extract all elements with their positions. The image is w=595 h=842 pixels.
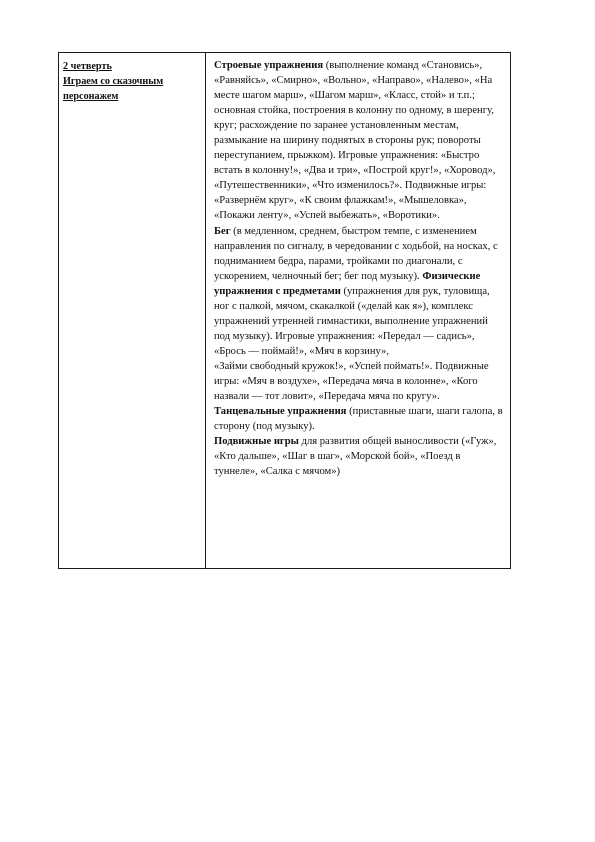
dance-exercises-title: Танцевальные упражнения (214, 406, 347, 418)
running-paragraph (214, 224, 504, 359)
lesson-plan-table (58, 52, 511, 569)
drill-exercises-title: Строевые упражнения (214, 60, 324, 71)
drill-exercises-text: (выполнение команд «Становись», «Равняйсь», «Смирно», «Вольно», «Направо», «Налево», «На месте шагом марш», «Шагом марш», «Класс, стой» и т.п.; основная стойка, построения в колонну по одному, в шеренгу, круг; расхождение по заранее установленным местам, размыкание на ширину поднятых в стороны рук; повороты переступанием, прыжком). Игровые упражнения: «Быстро встать в колонну!», «Два и три», «Построй круг!», «Хоровод», «Путешественники», «Что изменилось?». Подвижные игры: «Развернём круг», «К своим флажкам!», «Мышеловка», «Покажи ленту», «Успей выбежать», «Воротики». (214, 60, 496, 222)
outdoor-games-paragraph (214, 434, 504, 479)
drill-exercises-paragraph (214, 58, 504, 224)
running-title: Бег (214, 225, 231, 237)
topic-cell (59, 53, 206, 568)
equipment-exercises-continued (214, 359, 504, 404)
quarter-label: 2 четверть (63, 61, 112, 72)
content-cell (206, 53, 510, 568)
equipment-exercises-text-2: «Займи свободный кружок!», «Успей поймать!». Подвижные игры: «Мяч в воздухе», «Передача мяча в колонне», «Кого назвали — тот ловит», «Передача мяча по кругу». (214, 360, 489, 403)
dance-exercises-paragraph (214, 404, 504, 434)
topic-title-line2: персонажем (63, 91, 119, 102)
outdoor-games-text: для развития общей выносливости («Гуж», «Кто дальше», «Шаг в шаг», «Морской бой», «Поезд в туннеле», «Салка с мячом») (214, 436, 497, 478)
topic-title-line1: Играем со сказочным (63, 76, 164, 87)
equipment-exercises-text: (упражнения для рук, туловища, ног с палкой, мячом, скакалкой («делай как я»), комплекс упражнений утренней гимнастики, выполнение упражнений под музыку). Игровые упражнения: «Передал — садись», «Брось — поймай!», «Мяч в корзину», (214, 285, 490, 357)
equipment-exercises-title: Физические упражнения с предметами (214, 270, 481, 297)
running-text: (в медленном, среднем, быстром темпе, с изменением направления по сигналу, в чередовании с ходьбой, на носках, с подниманием бедра, парами, тройками по диагонали, с ускорением, челночный бег; бег под музыку). (214, 225, 498, 282)
dance-exercises-text: (приставные шаги, шаги галопа, в сторону (под музыку). (214, 406, 503, 433)
outdoor-games-title: Подвижные игры (214, 436, 299, 448)
